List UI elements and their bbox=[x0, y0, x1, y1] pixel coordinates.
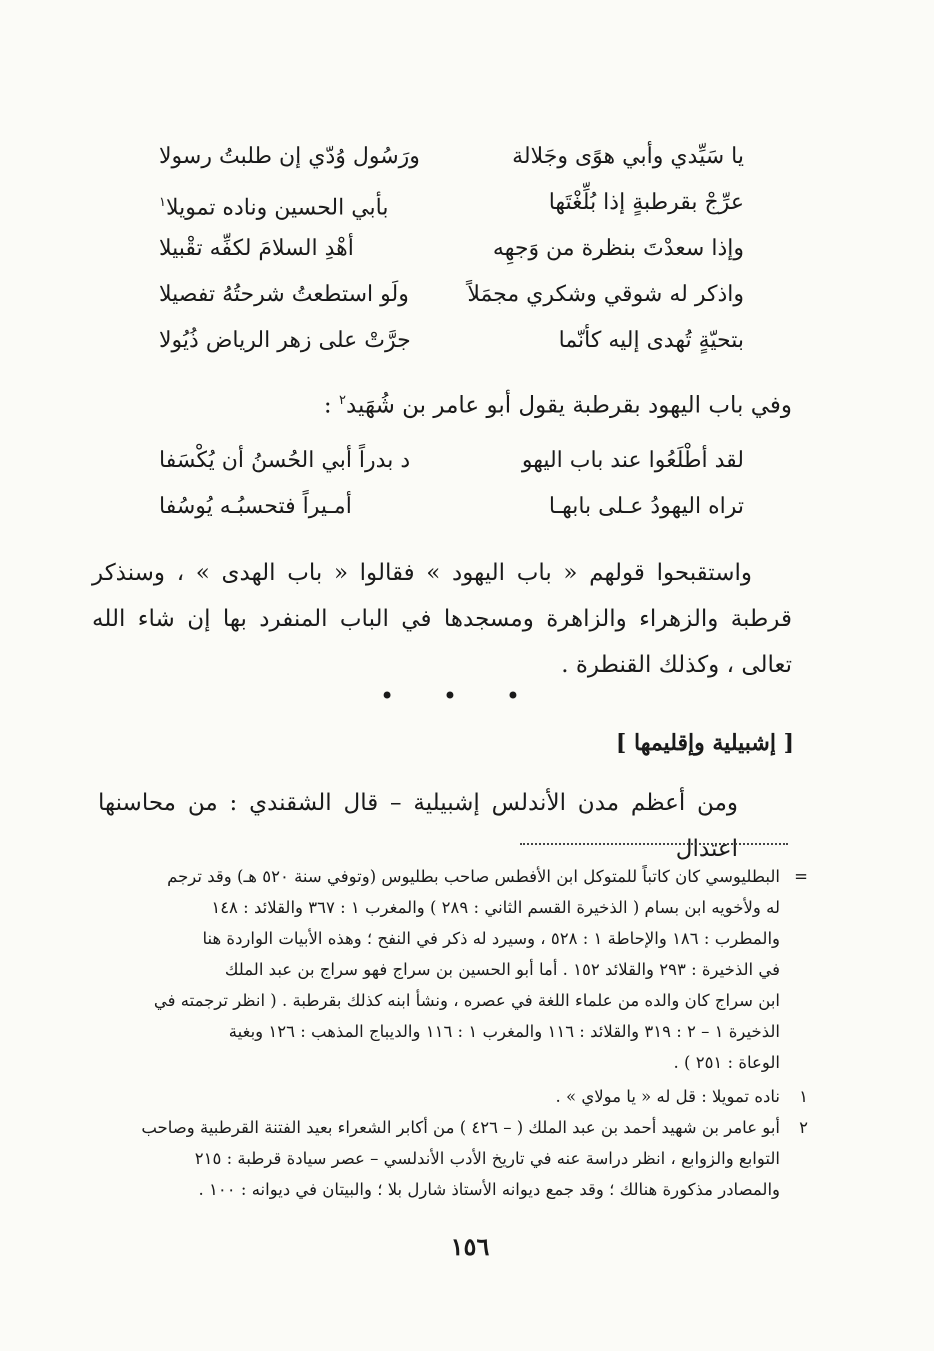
verse-first-hemistich: عرِّجْ بقرطبةٍ إذا بُلِّغْتَها bbox=[548, 190, 744, 215]
verse-first-hemistich: لقد أطْلَعُوا عند باب اليهو bbox=[521, 448, 744, 473]
footnote-text: أبو عامر بن شهيد أحمد بن عبد الملك ( – ٤٢٦ ) من أكابر الشعراء بعيد الفتنة القرطبية وصاحب bbox=[141, 1118, 780, 1137]
footnote-line bbox=[100, 1048, 780, 1078]
verse-second-hemistich: ولَو استطعتُ شرحتُهُ تفصيلا bbox=[159, 282, 409, 307]
intro-line bbox=[172, 378, 792, 429]
footnote-text: الوعاة : ٢٥١ ) . bbox=[673, 1053, 780, 1072]
footnote-line bbox=[100, 924, 780, 954]
body-paragraph: واستقبحوا قولهم « باب اليهود » فقالوا « باب الهدى » ، وسنذكر قرطبة والزهراء والزاهرة ومسجدها في الباب المنفرد بها إن شاء الله تعالى ، وكذلك القنطرة . bbox=[92, 560, 792, 678]
footnote-line bbox=[100, 893, 780, 923]
verse-line bbox=[159, 142, 744, 172]
verse-first-hemistich: تراه اليهودُ عـلى بابهـا bbox=[548, 494, 744, 519]
separator-dot: • bbox=[442, 682, 458, 710]
footnote-line bbox=[100, 862, 808, 892]
footnote-line bbox=[100, 1082, 808, 1112]
footnote-marker: ٢ bbox=[338, 393, 346, 408]
separator-dot: • bbox=[380, 682, 395, 710]
footnote-text: في الذخيرة : ٢٩٣ والقلائد ١٥٢ . أما أبو الحسين بن سراج فهو سراج بن عبد الملك bbox=[224, 960, 780, 979]
intro-text: وفي باب اليهود بقرطبة يقول أبو عامر بن شُهَيد bbox=[345, 392, 792, 419]
footnote-line bbox=[100, 1144, 780, 1174]
verse-second-hemistich: أهْدِ السلامَ لكفِّه تقْبيلا bbox=[159, 236, 354, 261]
footnote-text: التوابع والزوابع ، انظر دراسة عنه في تاريخ الأدب الأندلسي – عصر سيادة قرطبة : ٢١٥ bbox=[194, 1149, 780, 1168]
verse-first-hemistich: وإذا سعدْتَ بنظرة من وَجهِه bbox=[492, 236, 744, 261]
footnote-marker: ١ bbox=[159, 195, 166, 210]
verse-first-hemistich: واذكر له شوقي وشكري مجمَلاً bbox=[467, 282, 744, 307]
section-heading: [ إشبيلية وإقليمها ] bbox=[615, 730, 794, 756]
intro-colon: : bbox=[323, 392, 339, 419]
footnote-rule bbox=[520, 843, 788, 845]
footnote-line bbox=[100, 986, 780, 1016]
footnote-number: ٢ bbox=[799, 1118, 808, 1137]
verse-second-hemistich: د بدراً أبي الحُسنُ أن يُكْسَفا bbox=[159, 448, 411, 473]
verse-second-hemistich: أمـيراً فتحسبُـه يُوسُفا bbox=[159, 494, 352, 519]
section-paragraph: ومن أعظم مدن الأندلس إشبيلية – قال الشقندي : من محاسنها اعتدال bbox=[98, 790, 738, 862]
verse-line bbox=[159, 446, 744, 476]
section-separator bbox=[380, 682, 520, 710]
verse-line bbox=[159, 492, 744, 522]
page-number: ١٥٦ bbox=[450, 1232, 490, 1261]
footnote-number: ١ bbox=[799, 1087, 808, 1106]
footnote-text: له ولأخويه ابن بسام ( الذخيرة القسم الثاني : ٢٨٩ ) والمغرب ١ : ٣٦٧ والقلائد : ١٤٨ bbox=[211, 898, 780, 917]
verse-second-hemistich: ورَسُول وُدّي إن طلبتُ رسولا bbox=[159, 144, 420, 169]
verse-second-hemistich: جرَّتْ على زهر الرياض ذُيُولا bbox=[159, 328, 411, 353]
footnote-number: = bbox=[794, 867, 808, 886]
footnote-line bbox=[100, 1113, 808, 1143]
footnote-line bbox=[100, 1017, 780, 1047]
verse-first-hemistich: يا سَيِّدي وأبي هوًى وجَلالة bbox=[512, 144, 744, 169]
footnote-line bbox=[100, 1175, 780, 1205]
verse-line bbox=[159, 234, 744, 264]
footnote-text: والمصادر مذكورة هنالك ؛ وقد جمع ديوانه الأستاذ شارل بلا ؛ والبيتان في ديوانه : ١٠٠ . bbox=[198, 1180, 780, 1199]
separator-dot: • bbox=[505, 682, 520, 710]
footnote-text: الذخيرة ١ – ٢ : ٣١٩ والقلائد : ١١٦ والمغرب ١ : ١١٦ والديباج المذهب : ١٢٦ وبغية bbox=[228, 1022, 780, 1041]
footnote-text: والمطرب : ١٨٦ والإحاطة ١ : ٥٢٨ ، وسيرد له ذكر في النفح ؛ وهذه الأبيات الواردة هنا bbox=[202, 929, 780, 948]
footnote-line bbox=[100, 955, 780, 985]
verse-second-hemistich bbox=[159, 188, 389, 223]
verse-text: بأبي الحسين وناده تمويلا bbox=[165, 195, 389, 221]
footnote-text: ابن سراج كان والده من علماء اللغة في عصره ، ونشأ ابنه كذلك بقرطبة . ( انظر ترجمته في bbox=[153, 991, 780, 1010]
footnote-text: البطليوسي كان كاتباً للمتوكل ابن الأفطس صاحب بطليوس (وتوفي سنة ٥٢٠ هـ) وقد ترجم bbox=[167, 867, 780, 886]
verse-line bbox=[159, 188, 744, 223]
verse-first-hemistich: بتحيّةٍ تُهدى إليه كأنّما bbox=[558, 328, 744, 353]
footnote-text: ناده تمويلا : قل له « يا مولاي » . bbox=[555, 1087, 780, 1106]
verse-line bbox=[159, 280, 744, 310]
verse-line bbox=[159, 326, 744, 356]
